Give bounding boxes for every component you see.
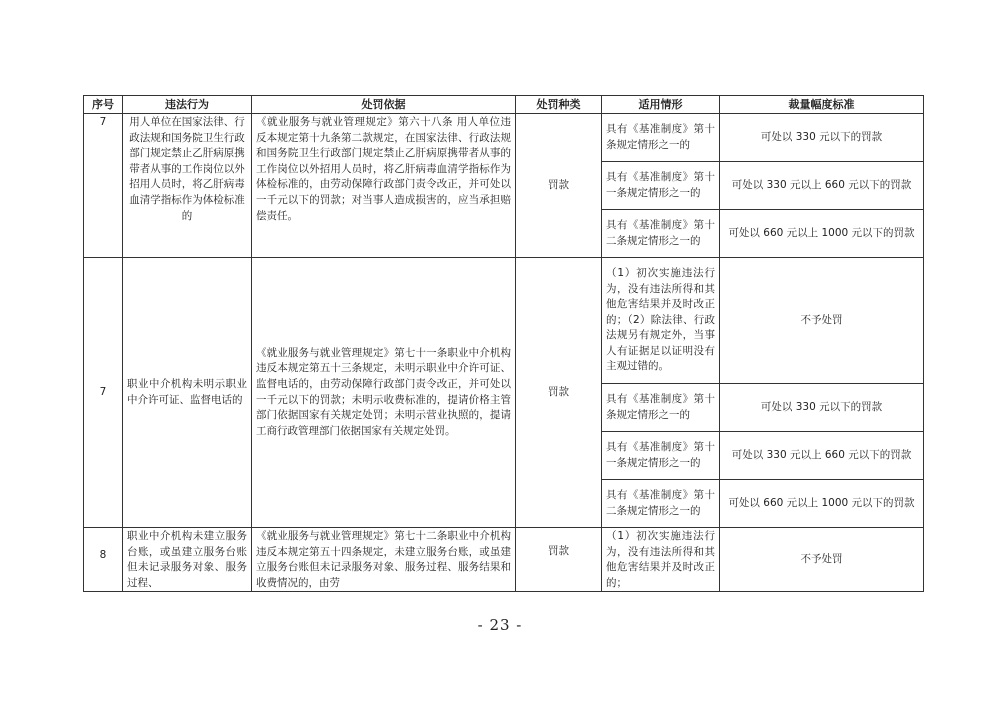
table-row [84,528,924,592]
table-header-row [84,96,924,114]
cell-basis: 《就业服务与就业管理规定》第七十一条职业中介机构违反本规定第五十三条规定，未明示职业中介许可证、监督电话的，由劳动保障行政部门责令改正，并可处以一千元以下的罚款；未明示收费标准的，提请价格主管部门依据国家有关规定处罚；未明示营业执照的，提请工商行政管理部门依据国家有关规定处罚。 [252,258,516,528]
cell-standard: 不予处罚 [720,258,924,384]
cell-standard: 可处以 660 元以上 1000 元以下的罚款 [720,480,924,528]
cell-circumstance: 具有《基准制度》第十一条规定情形之一的 [602,162,720,210]
cell-type: 罚款 [516,114,602,258]
header-type: 处罚种类 [516,96,602,114]
cell-no: 7 [84,258,123,528]
header-standard: 裁量幅度标准 [720,96,924,114]
cell-standard: 不予处罚 [720,528,924,592]
header-behavior: 违法行为 [123,96,252,114]
header-no: 序号 [84,96,123,114]
cell-behavior: 职业中介机构未明示职业中介许可证、监督电话的 [123,258,252,528]
page-number: - 23 - [477,616,523,634]
cell-no: 7 [84,114,123,258]
cell-type: 罚款 [516,528,602,592]
cell-standard: 可处以 330 元以下的罚款 [720,114,924,162]
cell-circumstance: 具有《基准制度》第十条规定情形之一的 [602,114,720,162]
cell-standard: 可处以 660 元以上 1000 元以下的罚款 [720,210,924,258]
cell-circumstance: （1）初次实施违法行为，没有违法所得和其他危害结果并及时改正的； [602,528,720,592]
cell-basis: 《就业服务与就业管理规定》第六十八条 用人单位违反本规定第十九条第二款规定，在国家法律、行政法规和国务院卫生行政部门规定禁止乙肝病原携带者从事的工作岗位以外招用人员时，将乙肝病毒血清学指标作为体检标准的，由劳动保障行政部门责令改正，并可处以一千元以下的罚款；对当事人造成损害的，应当承担赔偿责任。 [252,114,516,258]
cell-basis: 《就业服务与就业管理规定》第七十二条职业中介机构违反本规定第五十四条规定，未建立服务台账，或虽建立服务台账但未记录服务对象、服务过程、服务结果和收费情况的，由劳 [252,528,516,592]
cell-standard: 可处以 330 元以上 660 元以下的罚款 [720,162,924,210]
cell-standard: 可处以 330 元以上 660 元以下的罚款 [720,432,924,480]
cell-circumstance: 具有《基准制度》第十二条规定情形之一的 [602,210,720,258]
cell-circumstance: 具有《基准制度》第十一条规定情形之一的 [602,432,720,480]
cell-type: 罚款 [516,258,602,528]
table-row [84,114,924,162]
table-row [84,258,924,384]
cell-circumstance: 具有《基准制度》第十条规定情形之一的 [602,384,720,432]
penalty-table [83,95,924,592]
cell-circumstance: （1）初次实施违法行为，没有违法所得和其他危害结果并及时改正的；（2）除法律、行政法规另有规定外，当事人有证据足以证明没有主观过错的。 [602,258,720,384]
cell-no: 8 [84,528,123,592]
cell-circumstance: 具有《基准制度》第十二条规定情形之一的 [602,480,720,528]
cell-behavior: 用人单位在国家法律、行政法规和国务院卫生行政部门规定禁止乙肝病原携带者从事的工作岗位以外招用人员时，将乙肝病毒血清学指标作为体检标准的 [123,114,252,258]
cell-standard: 可处以 330 元以下的罚款 [720,384,924,432]
table-viewport [83,95,924,616]
header-basis: 处罚依据 [252,96,516,114]
cell-behavior: 职业中介机构未建立服务台账，或虽建立服务台账但未记录服务对象、服务过程、 [123,528,252,592]
header-circumstance: 适用情形 [602,96,720,114]
